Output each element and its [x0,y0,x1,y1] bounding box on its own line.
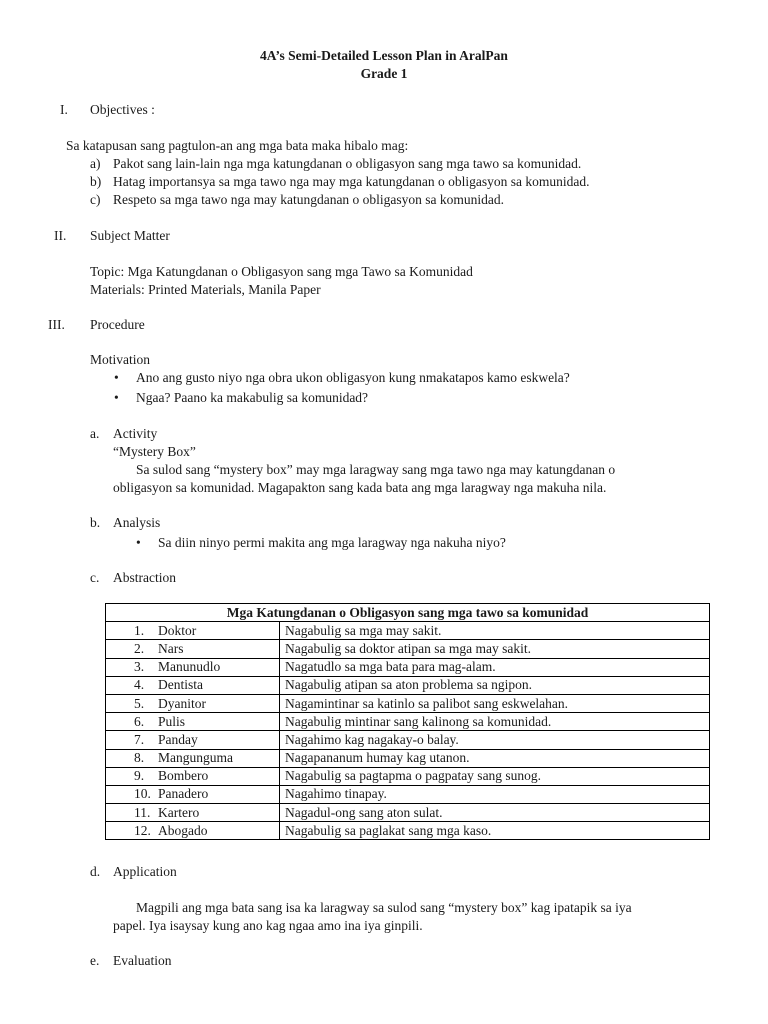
occupation-name: Pulis [158,713,186,729]
occupation-cell [106,731,280,749]
application-text-line2: papel. Iya isaysay kung ano kag ngaa amo ina iya ginpili. [113,918,423,933]
evaluation-label: Evaluation [113,953,172,968]
occupation-cell [106,767,280,785]
duty-cell: Nagahimo tinapay. [280,785,710,803]
duty-cell: Nagabulig sa paglakat sang mga kaso. [280,822,710,840]
table-header: Mga Katungdanan o Obligasyon sang mga tawo sa komunidad [106,604,710,622]
analysis-label: Analysis [113,515,161,530]
row-number: 4. [134,677,145,693]
occupation-cell [106,694,280,712]
row-number: 2. [134,640,145,656]
table-row [106,676,710,694]
occupation-cell [106,622,280,640]
table-row [106,658,710,676]
table-row [106,713,710,731]
table-row [106,804,710,822]
row-number: 9. [134,768,145,784]
row-number: 5. [134,695,145,711]
occupation-name: Dentista [158,677,203,693]
activity-label: Activity [113,426,158,441]
occupation-cell [106,822,280,840]
occupation-name: Doktor [158,622,197,638]
occupation-cell [106,749,280,767]
objective-letter-b: b) [90,174,102,189]
table-row [106,749,710,767]
row-number: 7. [134,731,145,747]
occupation-name: Panadero [158,786,209,802]
application-label: Application [113,864,177,879]
objectives-numeral: I. [60,102,68,117]
procedure-numeral: III. [48,317,65,332]
objective-item-b: Hatag importansya sa mga tawo nga may mga katungdanan o obligasyon sa komunidad. [113,174,590,189]
row-number: 6. [134,713,145,729]
row-number: 10. [134,786,151,802]
table-body [106,622,710,840]
row-number: 1. [134,622,145,638]
evaluation-letter: e. [90,953,100,968]
objectives-heading: Objectives : [90,102,155,117]
row-number: 8. [134,750,145,766]
table-row [106,622,710,640]
subject-materials: Materials: Printed Materials, Manila Paper [90,282,321,297]
objective-letter-c: c) [90,192,101,207]
occupation-cell [106,658,280,676]
table-row [106,822,710,840]
activity-letter: a. [90,426,100,441]
table-row [106,785,710,803]
duty-cell: Nagabulig sa mga may sakit. [280,622,710,640]
occupation-name: Nars [158,640,184,656]
occupation-cell [106,785,280,803]
duty-cell: Nagabulig sa pagtapma o pagpatay sang sunog. [280,767,710,785]
duty-cell: Nagadul-ong sang aton sulat. [280,804,710,822]
objective-item-c: Respeto sa mga tawo nga may katungdanan o obligasyon sa komunidad. [113,192,505,207]
duty-cell: Nagamintinar sa katinlo sa palibot sang eskwelahan. [280,694,710,712]
subject-heading: Subject Matter [90,228,170,243]
activity-text-line1: Sa sulod sang “mystery box” may mga laragway sang mga tawo nga may katungdanan o [136,462,616,477]
analysis-letter: b. [90,515,101,530]
application-letter: d. [90,864,101,879]
grade-label: Grade 1 [360,66,408,81]
duties-table [105,603,710,840]
occupation-cell [106,676,280,694]
occupation-name: Panday [158,731,198,747]
row-number: 11. [134,804,151,820]
occupation-name: Dyanitor [158,695,206,711]
occupation-name: Bombero [158,768,209,784]
duty-cell: Nagapananum humay kag utanon. [280,749,710,767]
table-header-row [106,604,710,622]
occupation-name: Kartero [158,804,200,820]
table-row [106,694,710,712]
subject-numeral: II. [54,228,67,243]
table-row [106,640,710,658]
objective-letter-a: a) [90,156,101,171]
subject-topic: Topic: Mga Katungdanan o Obligasyon sang mga Tawo sa Komunidad [90,264,473,279]
abstraction-letter: c. [90,570,100,585]
duty-cell: Nagahimo kag nagakay-o balay. [280,731,710,749]
table-row [106,731,710,749]
page-title: 4A’s Semi-Detailed Lesson Plan in AralPan [260,48,508,63]
duty-cell: Nagabulig atipan sa aton problema sa ngipon. [280,676,710,694]
occupation-name: Abogado [158,822,208,838]
occupation-name: Mangunguma [158,750,233,766]
analysis-bullet: • Sa diin ninyo permi makita ang mga laragway nga nakuha niyo? [158,534,506,552]
procedure-heading: Procedure [90,317,145,332]
occupation-cell [106,640,280,658]
objective-item-a: Pakot sang lain-lain nga mga katungdanan o obligasyon sang mga tawo sa komunidad. [113,156,582,171]
activity-title: “Mystery Box” [113,444,196,459]
motivation-bullet-2: • Ngaa? Paano ka makabulig sa komunidad? [136,389,368,407]
row-number: 3. [134,659,145,675]
occupation-cell [106,713,280,731]
duty-cell: Nagatudlo sa mga bata para mag-alam. [280,658,710,676]
activity-text-line2: obligasyon sa komunidad. Magapakton sang kada bata ang mga laragway nga makuha nila. [113,480,607,495]
duty-cell: Nagabulig mintinar sang kalinong sa komunidad. [280,713,710,731]
application-text-line1: Magpili ang mga bata sang isa ka laragway sa sulod sang “mystery box” kag ipatapik sa iya [136,900,632,915]
table-row [106,767,710,785]
objectives-intro: Sa katapusan sang pagtulon-an ang mga bata maka hibalo mag: [66,138,409,153]
motivation-label: Motivation [90,352,150,367]
row-number: 12. [134,822,151,838]
motivation-bullet-1: • Ano ang gusto niyo nga obra ukon obligasyon kung nmakatapos kamo eskwela? [136,369,570,387]
occupation-cell [106,804,280,822]
abstraction-label: Abstraction [113,570,176,585]
occupation-name: Manunudlo [158,659,221,675]
duty-cell: Nagabulig sa doktor atipan sa mga may sakit. [280,640,710,658]
